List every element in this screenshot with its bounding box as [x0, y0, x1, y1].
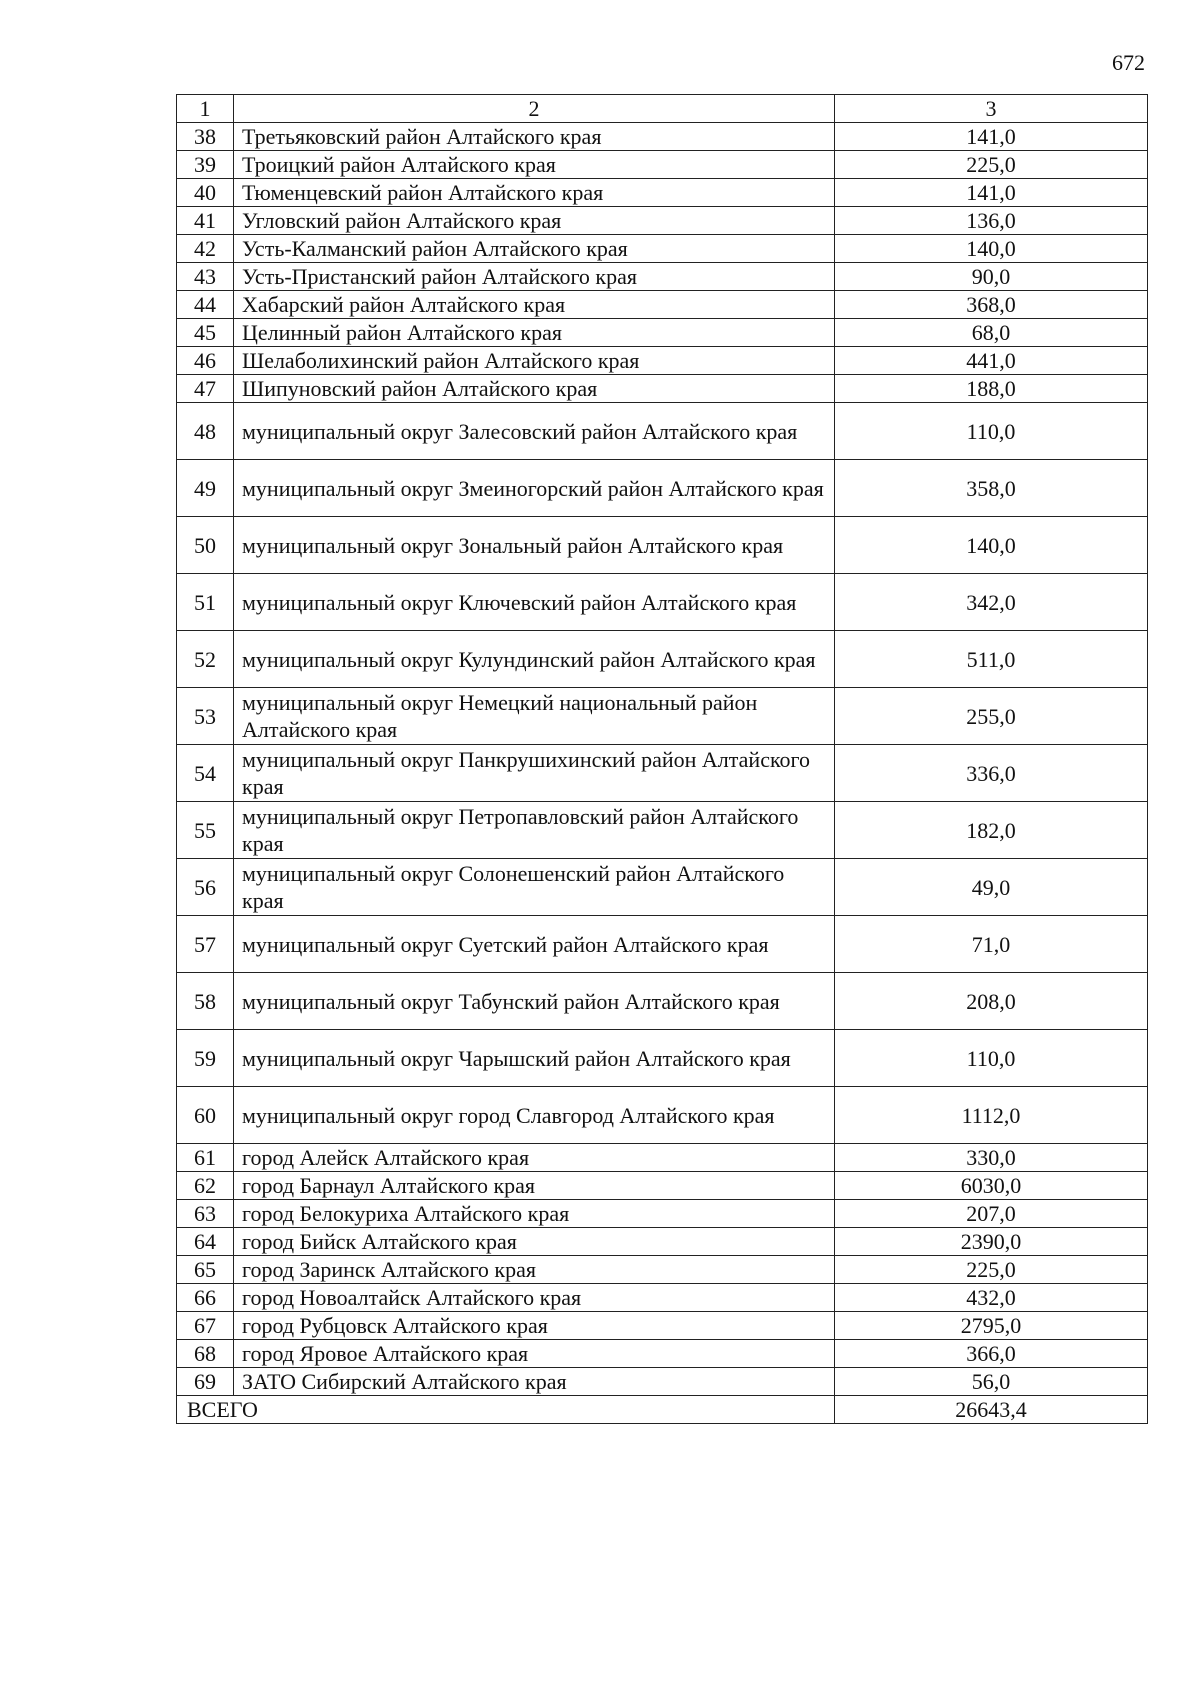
- municipality-name: Троицкий район Алтайского края: [234, 151, 835, 179]
- amount-value: 208,0: [835, 973, 1148, 1030]
- amount-value: 2390,0: [835, 1228, 1148, 1256]
- row-number: 52: [177, 631, 234, 688]
- municipality-name: муниципальный округ Ключевский район Алтайского края: [234, 574, 835, 631]
- table-row: [177, 235, 1148, 263]
- amount-value: 49,0: [835, 859, 1148, 916]
- amount-value: 71,0: [835, 916, 1148, 973]
- municipality-name: город Бийск Алтайского края: [234, 1228, 835, 1256]
- page-number: 672: [1112, 50, 1145, 75]
- row-number: 41: [177, 207, 234, 235]
- row-number: 58: [177, 973, 234, 1030]
- municipality-name: муниципальный округ Петропавловский район Алтайского края: [234, 802, 835, 859]
- row-number: 48: [177, 403, 234, 460]
- municipality-name: муниципальный округ город Славгород Алтайского края: [234, 1087, 835, 1144]
- municipality-name: муниципальный округ Чарышский район Алтайского края: [234, 1030, 835, 1087]
- row-number: 56: [177, 859, 234, 916]
- amount-value: 6030,0: [835, 1172, 1148, 1200]
- amount-value: 330,0: [835, 1144, 1148, 1172]
- municipality-name: город Рубцовск Алтайского края: [234, 1312, 835, 1340]
- row-number: 61: [177, 1144, 234, 1172]
- amount-value: 368,0: [835, 291, 1148, 319]
- row-number: 66: [177, 1284, 234, 1312]
- municipality-name: муниципальный округ Табунский район Алтайского края: [234, 973, 835, 1030]
- amount-value: 141,0: [835, 179, 1148, 207]
- table-row: [177, 1284, 1148, 1312]
- municipality-name: муниципальный округ Немецкий национальный район Алтайского края: [234, 688, 835, 745]
- municipality-name: муниципальный округ Залесовский район Алтайского края: [234, 403, 835, 460]
- table-row: [177, 688, 1148, 745]
- table-row: [177, 1172, 1148, 1200]
- table-row: [177, 319, 1148, 347]
- municipality-name: город Алейск Алтайского края: [234, 1144, 835, 1172]
- municipality-name: Тюменцевский район Алтайского края: [234, 179, 835, 207]
- row-number: 57: [177, 916, 234, 973]
- column-header-1: 1: [177, 95, 234, 123]
- column-header-2: 2: [234, 95, 835, 123]
- table-row: [177, 631, 1148, 688]
- amount-value: 358,0: [835, 460, 1148, 517]
- municipality-name: муниципальный округ Суетский район Алтайского края: [234, 916, 835, 973]
- row-number: 50: [177, 517, 234, 574]
- municipality-name: муниципальный округ Солонешенский район Алтайского края: [234, 859, 835, 916]
- row-number: 65: [177, 1256, 234, 1284]
- column-header-3: 3: [835, 95, 1148, 123]
- municipality-name: Третьяковский район Алтайского края: [234, 123, 835, 151]
- table-row: [177, 916, 1148, 973]
- amount-value: 255,0: [835, 688, 1148, 745]
- row-number: 62: [177, 1172, 234, 1200]
- table-row: [177, 1030, 1148, 1087]
- amount-value: 1112,0: [835, 1087, 1148, 1144]
- municipality-name: муниципальный округ Зональный район Алтайского края: [234, 517, 835, 574]
- municipality-name: Хабарский район Алтайского края: [234, 291, 835, 319]
- row-number: 60: [177, 1087, 234, 1144]
- table-row: [177, 1144, 1148, 1172]
- row-number: 67: [177, 1312, 234, 1340]
- total-label: ВСЕГО: [177, 1396, 835, 1424]
- amount-value: 432,0: [835, 1284, 1148, 1312]
- amount-value: 68,0: [835, 319, 1148, 347]
- municipality-name: Усть-Калманский район Алтайского края: [234, 235, 835, 263]
- table-row: [177, 263, 1148, 291]
- municipality-name: Шипуновский район Алтайского края: [234, 375, 835, 403]
- municipality-name: город Барнаул Алтайского края: [234, 1172, 835, 1200]
- table-row: [177, 574, 1148, 631]
- row-number: 54: [177, 745, 234, 802]
- table-row: [177, 179, 1148, 207]
- amount-value: 56,0: [835, 1368, 1148, 1396]
- amount-value: 136,0: [835, 207, 1148, 235]
- table-row: [177, 375, 1148, 403]
- row-number: 45: [177, 319, 234, 347]
- total-value: 26643,4: [835, 1396, 1148, 1424]
- amount-value: 225,0: [835, 151, 1148, 179]
- municipality-name: город Белокуриха Алтайского края: [234, 1200, 835, 1228]
- table-row: [177, 1368, 1148, 1396]
- table-row: [177, 1312, 1148, 1340]
- municipality-name: муниципальный округ Змеиногорский район Алтайского края: [234, 460, 835, 517]
- amount-value: 207,0: [835, 1200, 1148, 1228]
- row-number: 53: [177, 688, 234, 745]
- table-row: [177, 973, 1148, 1030]
- municipality-name: Усть-Пристанский район Алтайского края: [234, 263, 835, 291]
- table-row: [177, 347, 1148, 375]
- table-row: [177, 151, 1148, 179]
- table-row: [177, 1340, 1148, 1368]
- row-number: 42: [177, 235, 234, 263]
- table-row: [177, 859, 1148, 916]
- row-number: 46: [177, 347, 234, 375]
- municipality-name: ЗАТО Сибирский Алтайского края: [234, 1368, 835, 1396]
- row-number: 51: [177, 574, 234, 631]
- amount-value: 141,0: [835, 123, 1148, 151]
- amount-value: 225,0: [835, 1256, 1148, 1284]
- amount-value: 90,0: [835, 263, 1148, 291]
- municipality-name: город Яровое Алтайского края: [234, 1340, 835, 1368]
- row-number: 69: [177, 1368, 234, 1396]
- table-row: [177, 1256, 1148, 1284]
- amount-value: 110,0: [835, 1030, 1148, 1087]
- amount-value: 182,0: [835, 802, 1148, 859]
- municipality-name: Угловский район Алтайского края: [234, 207, 835, 235]
- row-number: 44: [177, 291, 234, 319]
- municipality-name: город Новоалтайск Алтайского края: [234, 1284, 835, 1312]
- amount-value: 336,0: [835, 745, 1148, 802]
- row-number: 40: [177, 179, 234, 207]
- total-row: [177, 1396, 1148, 1424]
- row-number: 49: [177, 460, 234, 517]
- municipality-name: муниципальный округ Панкрушихинский район Алтайского края: [234, 745, 835, 802]
- table-row: [177, 802, 1148, 859]
- municipality-name: Целинный район Алтайского края: [234, 319, 835, 347]
- amount-value: 366,0: [835, 1340, 1148, 1368]
- row-number: 68: [177, 1340, 234, 1368]
- row-number: 63: [177, 1200, 234, 1228]
- table-row: [177, 207, 1148, 235]
- municipality-name: город Заринск Алтайского края: [234, 1256, 835, 1284]
- table-row: [177, 1228, 1148, 1256]
- table-row: [177, 291, 1148, 319]
- municipality-name: муниципальный округ Кулундинский район Алтайского края: [234, 631, 835, 688]
- row-number: 47: [177, 375, 234, 403]
- row-number: 55: [177, 802, 234, 859]
- table-row: [177, 123, 1148, 151]
- amount-value: 110,0: [835, 403, 1148, 460]
- amount-value: 511,0: [835, 631, 1148, 688]
- amount-value: 140,0: [835, 235, 1148, 263]
- table-row: [177, 1087, 1148, 1144]
- table-row: [177, 1200, 1148, 1228]
- table-row: [177, 517, 1148, 574]
- table-row: [177, 745, 1148, 802]
- table-header-row: [177, 95, 1148, 123]
- amount-value: 188,0: [835, 375, 1148, 403]
- row-number: 38: [177, 123, 234, 151]
- table-row: [177, 403, 1148, 460]
- row-number: 64: [177, 1228, 234, 1256]
- allocation-table: [176, 94, 1148, 1424]
- amount-value: 140,0: [835, 517, 1148, 574]
- amount-value: 441,0: [835, 347, 1148, 375]
- row-number: 59: [177, 1030, 234, 1087]
- row-number: 43: [177, 263, 234, 291]
- row-number: 39: [177, 151, 234, 179]
- table-row: [177, 460, 1148, 517]
- amount-value: 2795,0: [835, 1312, 1148, 1340]
- municipality-name: Шелаболихинский район Алтайского края: [234, 347, 835, 375]
- amount-value: 342,0: [835, 574, 1148, 631]
